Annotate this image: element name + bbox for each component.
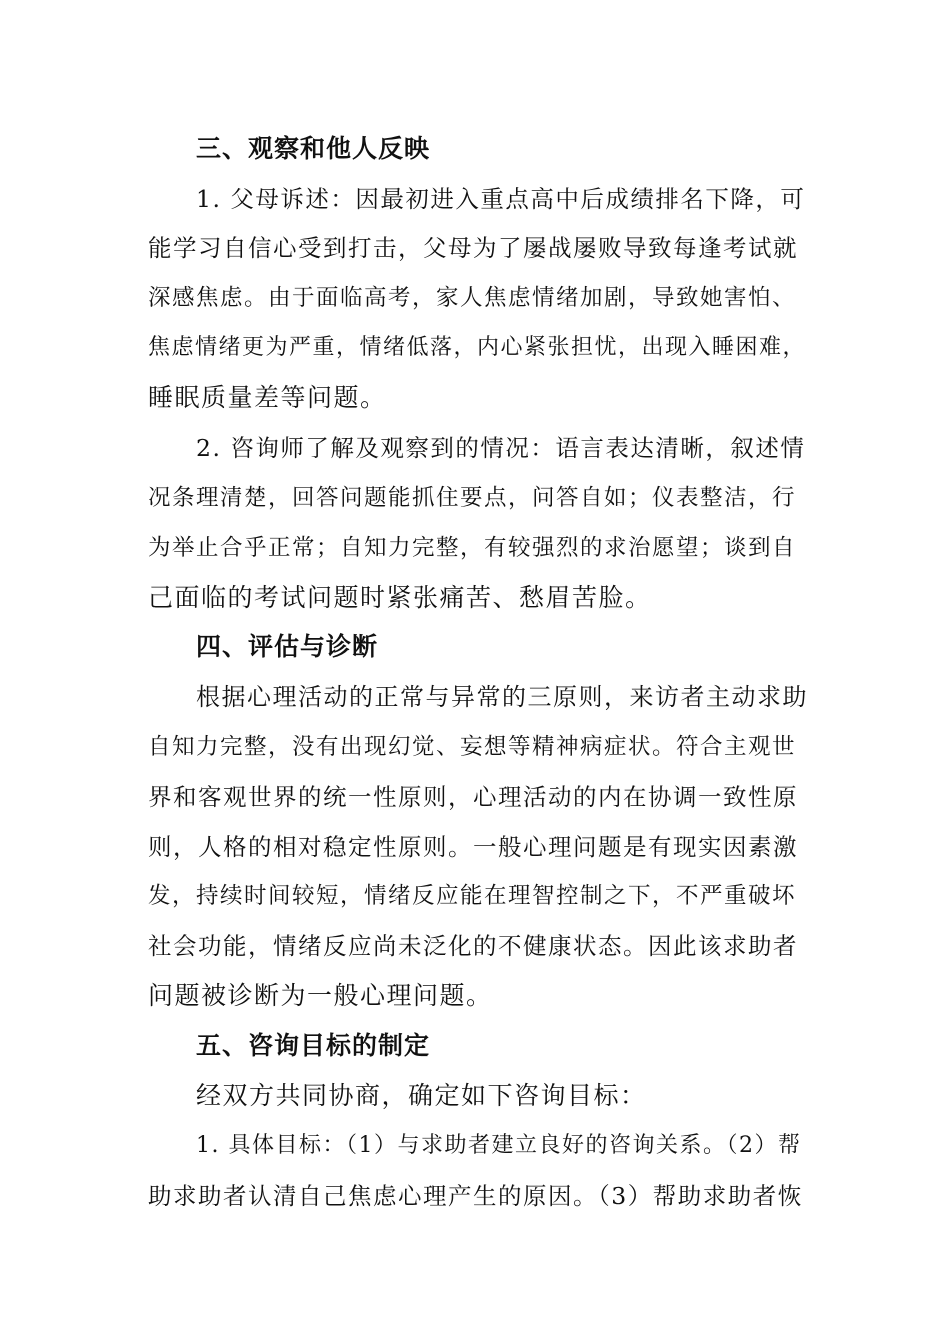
- paragraph-line: 自知力完整，没有出现幻觉、妄想等精神病症状。符合主观世: [148, 734, 797, 760]
- paragraph-line: 睡眠质量差等问题。: [148, 383, 387, 412]
- paragraph-line: 则，人格的相对稳定性原则。一般心理问题是有现实因素激: [148, 833, 798, 861]
- paragraph-line: 发，持续时间较短，情绪反应能在理智控制之下，不严重破坏: [148, 883, 797, 909]
- paragraph-line: 界和客观世界的统一性原则，心理活动的内在协调一致性原: [148, 783, 798, 811]
- paragraph-line: 为举止合乎正常；自知力完整，有较强烈的求治愿望；谈到自: [148, 535, 797, 561]
- paragraph-line: 社会功能，情绪反应尚未泛化的不健康状态。因此该求助者: [148, 932, 798, 960]
- section-heading: 五、咨询目标的制定: [196, 1031, 431, 1060]
- paragraph-line: 助求助者认清自己焦虑心理产生的原因。（3）帮助求助者恢: [148, 1182, 803, 1210]
- paragraph-line: 深感焦虑。由于面临高考，家人焦虑情绪加剧，导致她害怕、: [148, 285, 797, 311]
- paragraph-line: 焦虑情绪更为严重，情绪低落，内心紧张担忧，出现入睡困难，: [148, 335, 807, 360]
- paragraph-line: 问题被诊断为一般心理问题。: [148, 981, 493, 1010]
- section-heading: 三、观察和他人反映: [196, 134, 431, 163]
- section-heading: 四、评估与诊断: [196, 632, 379, 661]
- paragraph-line: 经双方共同协商，确定如下咨询目标：: [196, 1081, 647, 1110]
- paragraph-line: 1. 具体目标：（1）与求助者建立良好的咨询关系。（2）帮: [196, 1133, 802, 1158]
- paragraph-line: 2. 咨询师了解及观察到的情况：语言表达清晰，叙述情: [196, 434, 806, 462]
- paragraph-line: 能学习自信心受到打击，父母为了屡战屡败导致每逢考试就: [148, 234, 798, 262]
- paragraph-line: 己面临的考试问题时紧张痛苦、愁眉苦脸。: [148, 583, 652, 612]
- paragraph-line: 根据心理活动的正常与异常的三原则，来访者主动求助: [196, 683, 808, 711]
- paragraph-line: 况条理清楚，回答问题能抓住要点，问答自如；仪表整洁，行: [148, 485, 797, 511]
- paragraph-line: 1. 父母诉述：因最初进入重点高中后成绩排名下降，可: [196, 185, 806, 213]
